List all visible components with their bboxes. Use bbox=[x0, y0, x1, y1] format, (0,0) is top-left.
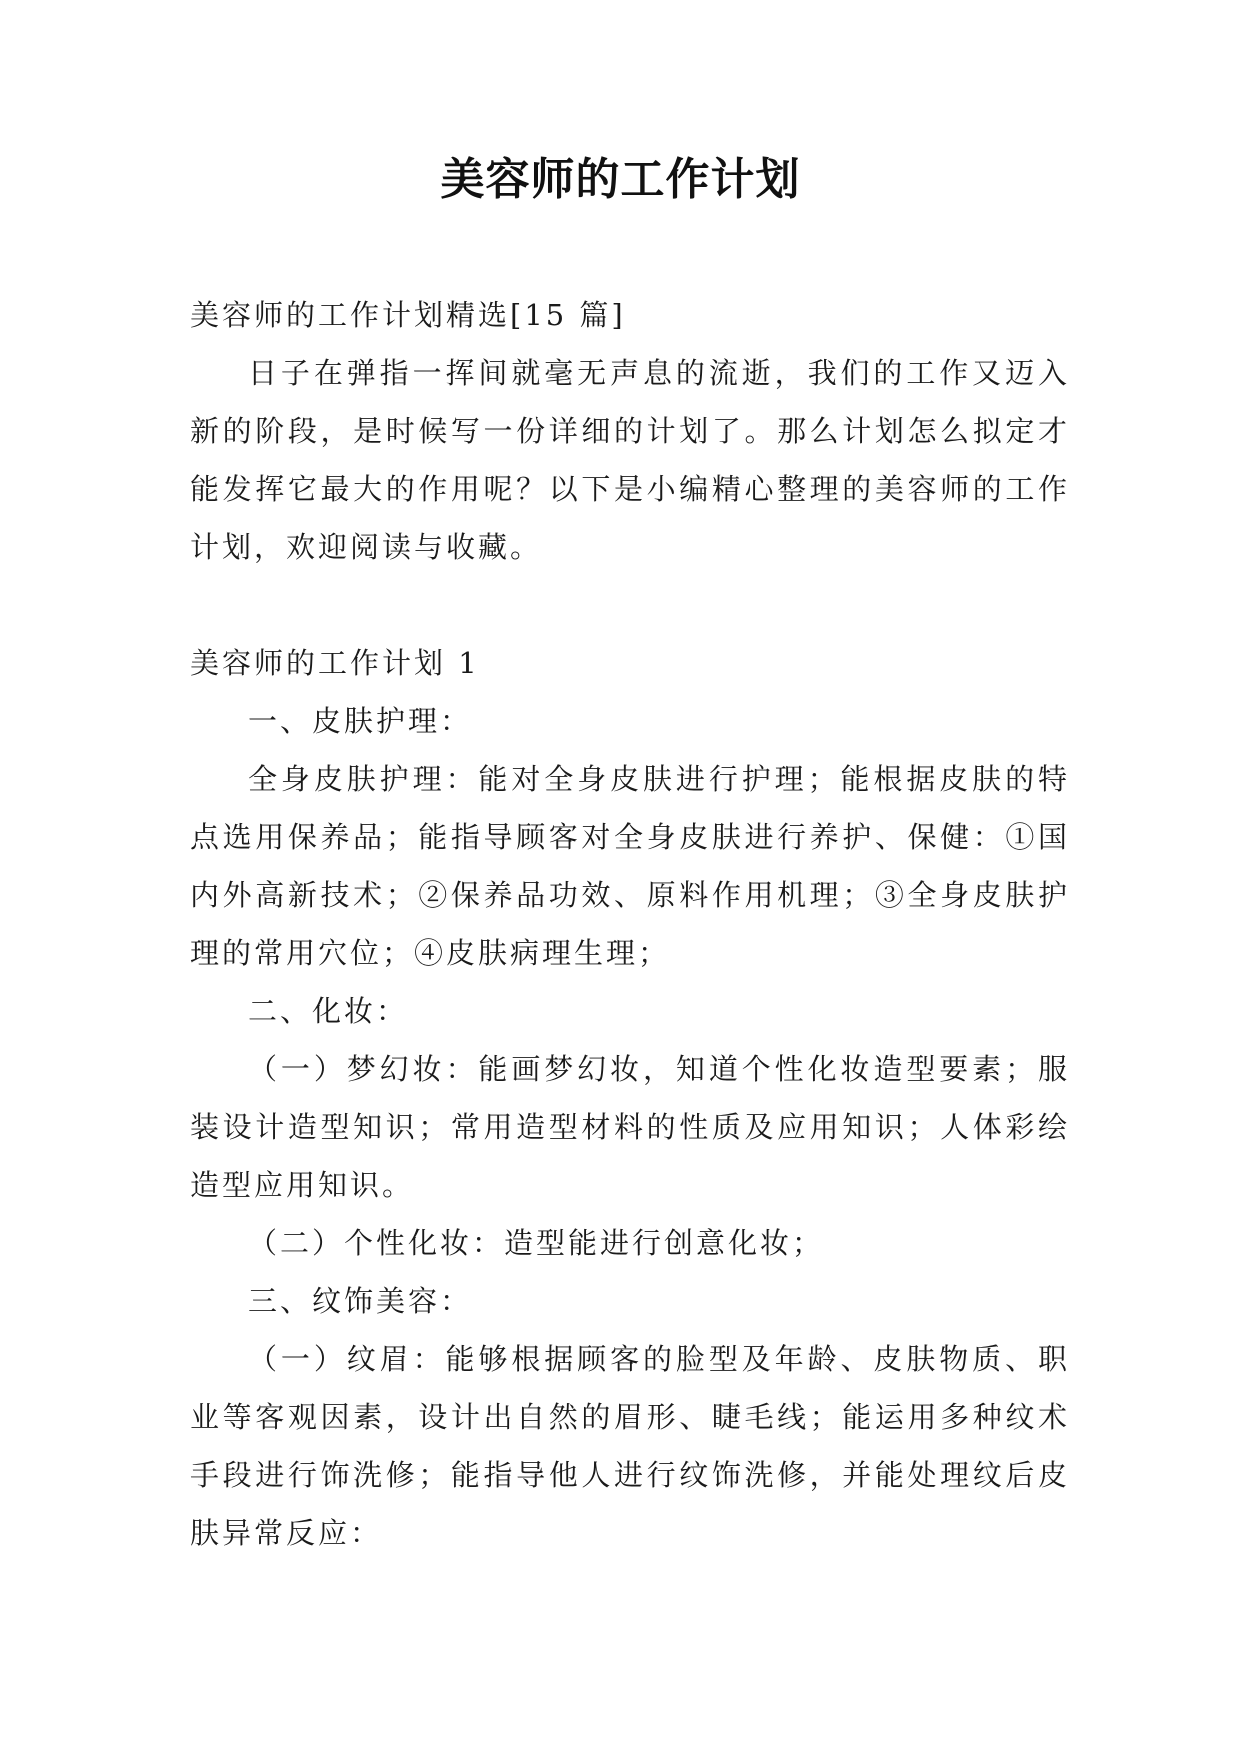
paragraph-body-skin-care: 全身皮肤护理：能对全身皮肤进行护理；能根据皮肤的特点选用保养品；能指导顾客对全身皮肤进行养护、保健：①国内外高新技术；②保养品功效、原料作用机理；③全身皮肤护理的常用穴位；④皮肤病理生理； bbox=[190, 762, 1070, 970]
document-body bbox=[190, 286, 1070, 1562]
document-subtitle: 美容师的工作计划精选[15 篇] bbox=[190, 298, 626, 332]
section-heading: 美容师的工作计划 1 bbox=[190, 646, 480, 680]
heading-makeup: 二、化妆： bbox=[248, 994, 409, 1028]
heading-skin-care: 一、皮肤护理： bbox=[248, 704, 473, 738]
intro-paragraph: 日子在弹指一挥间就毫无声息的流逝，我们的工作又迈入新的阶段，是时候写一份详细的计划了。那么计划怎么拟定才能发挥它最大的作用呢？以下是小编精心整理的美容师的工作计划，欢迎阅读与收藏。 bbox=[190, 356, 1070, 564]
document-title: 美容师的工作计划 bbox=[440, 154, 801, 205]
paragraph-personalized-makeup: （二）个性化妆：造型能进行创意化妆； bbox=[248, 1226, 825, 1260]
paragraph-eyebrow-tattoo: （一）纹眉：能够根据顾客的脸型及年龄、皮肤物质、职业等客观因素，设计出自然的眉形、睫毛线；能运用多种纹术手段进行饰洗修；能指导他人进行纹饰洗修，并能处理纹后皮肤异常反应： bbox=[190, 1342, 1070, 1550]
heading-tattoo-beauty: 三、纹饰美容： bbox=[248, 1284, 473, 1318]
paragraph-spacer bbox=[190, 576, 1070, 634]
paragraph-fantasy-makeup: （一）梦幻妆：能画梦幻妆，知道个性化妆造型要素；服装设计造型知识；常用造型材料的性质及应用知识；人体彩绘造型应用知识。 bbox=[190, 1052, 1070, 1202]
